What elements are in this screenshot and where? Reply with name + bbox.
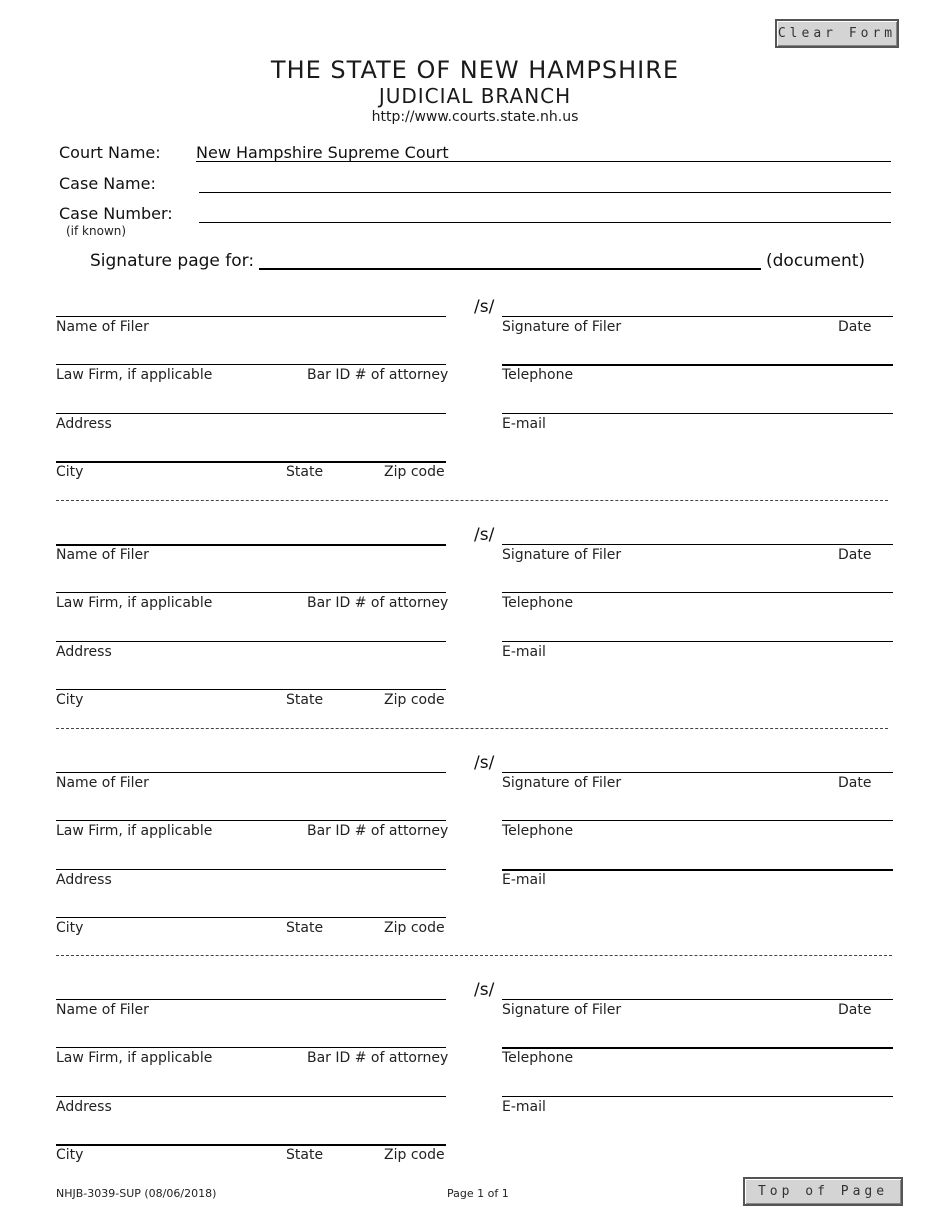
filer-block <box>0 456 950 936</box>
telephone-label: Telephone <box>502 367 574 383</box>
filer-block <box>0 683 950 1163</box>
court-url[interactable]: http://www.courts.state.nh.us <box>371 109 579 125</box>
date-label: Date <box>838 1002 872 1018</box>
sig-prefix: /s/ <box>474 297 495 317</box>
state-label: State <box>286 464 324 480</box>
law-firm-label: Law Firm, if applicable <box>56 595 213 611</box>
state-title: THE STATE OF NEW HAMPSHIRE <box>270 56 680 84</box>
telephone-label: Telephone <box>502 595 574 611</box>
signature-line[interactable] <box>502 999 893 1000</box>
court-name-label: Court Name: <box>59 143 161 162</box>
city-line[interactable] <box>56 1144 446 1146</box>
email-label: E-mail <box>502 872 546 888</box>
sig-prefix: /s/ <box>474 980 495 1000</box>
law-firm-label: Law Firm, if applicable <box>56 823 213 839</box>
law-firm-label: Law Firm, if applicable <box>56 367 213 383</box>
court-name-field[interactable]: New Hampshire Supreme Court <box>196 143 449 162</box>
city-line[interactable] <box>56 917 446 918</box>
address-line[interactable] <box>56 1096 446 1097</box>
zip-label: Zip code <box>384 692 445 708</box>
law-firm-line[interactable] <box>56 1047 446 1048</box>
law-firm-label: Law Firm, if applicable <box>56 1050 213 1066</box>
city-label: City <box>56 464 84 480</box>
sig-prefix: /s/ <box>474 525 495 545</box>
zip-label: Zip code <box>384 464 445 480</box>
case-number-note: (if known) <box>66 224 127 238</box>
zip-label: Zip code <box>384 1147 445 1163</box>
date-label: Date <box>838 547 872 563</box>
signature-of-filer-label: Signature of Filer <box>502 775 622 791</box>
top-of-page-button[interactable]: Top of Page <box>743 1177 903 1206</box>
bar-id-label: Bar ID # of attorney <box>307 595 449 611</box>
page-number: Page 1 of 1 <box>447 1187 509 1200</box>
case-name-label: Case Name: <box>59 174 156 193</box>
address-label: Address <box>56 644 112 660</box>
bar-id-label: Bar ID # of attorney <box>307 823 449 839</box>
state-label: State <box>286 692 324 708</box>
email-label: E-mail <box>502 644 546 660</box>
address-label: Address <box>56 416 112 432</box>
address-label: Address <box>56 1099 112 1115</box>
city-label: City <box>56 920 84 936</box>
telephone-line[interactable] <box>502 1047 893 1049</box>
zip-label: Zip code <box>384 920 445 936</box>
telephone-label: Telephone <box>502 1050 574 1066</box>
name-of-filer-label: Name of Filer <box>56 775 149 791</box>
city-label: City <box>56 1147 84 1163</box>
name-of-filer-label: Name of Filer <box>56 319 149 335</box>
state-label: State <box>286 1147 324 1163</box>
signature-of-filer-label: Signature of Filer <box>502 319 622 335</box>
sig-prefix: /s/ <box>474 753 495 773</box>
bar-id-label: Bar ID # of attorney <box>307 367 449 383</box>
date-label: Date <box>838 775 872 791</box>
section-divider <box>56 955 892 956</box>
filer-name-line[interactable] <box>56 999 446 1000</box>
branch-title: JUDICIAL BRANCH <box>378 84 572 108</box>
clear-form-button[interactable]: Clear Form <box>775 19 899 48</box>
state-label: State <box>286 920 324 936</box>
telephone-label: Telephone <box>502 823 574 839</box>
email-line[interactable] <box>502 1096 893 1097</box>
address-label: Address <box>56 872 112 888</box>
signature-of-filer-label: Signature of Filer <box>502 1002 622 1018</box>
city-label: City <box>56 692 84 708</box>
form-id: NHJB-3039-SUP (08/06/2018) <box>56 1187 217 1200</box>
name-of-filer-label: Name of Filer <box>56 1002 149 1018</box>
signature-of-filer-label: Signature of Filer <box>502 547 622 563</box>
bar-id-label: Bar ID # of attorney <box>307 1050 449 1066</box>
date-label: Date <box>838 319 872 335</box>
document-suffix: (document) <box>766 251 866 271</box>
signature-page-label: Signature page for: <box>90 251 255 271</box>
name-of-filer-label: Name of Filer <box>56 547 149 563</box>
case-number-label: Case Number: <box>59 204 173 223</box>
email-label: E-mail <box>502 1099 546 1115</box>
filer-block <box>0 228 950 708</box>
email-label: E-mail <box>502 416 546 432</box>
